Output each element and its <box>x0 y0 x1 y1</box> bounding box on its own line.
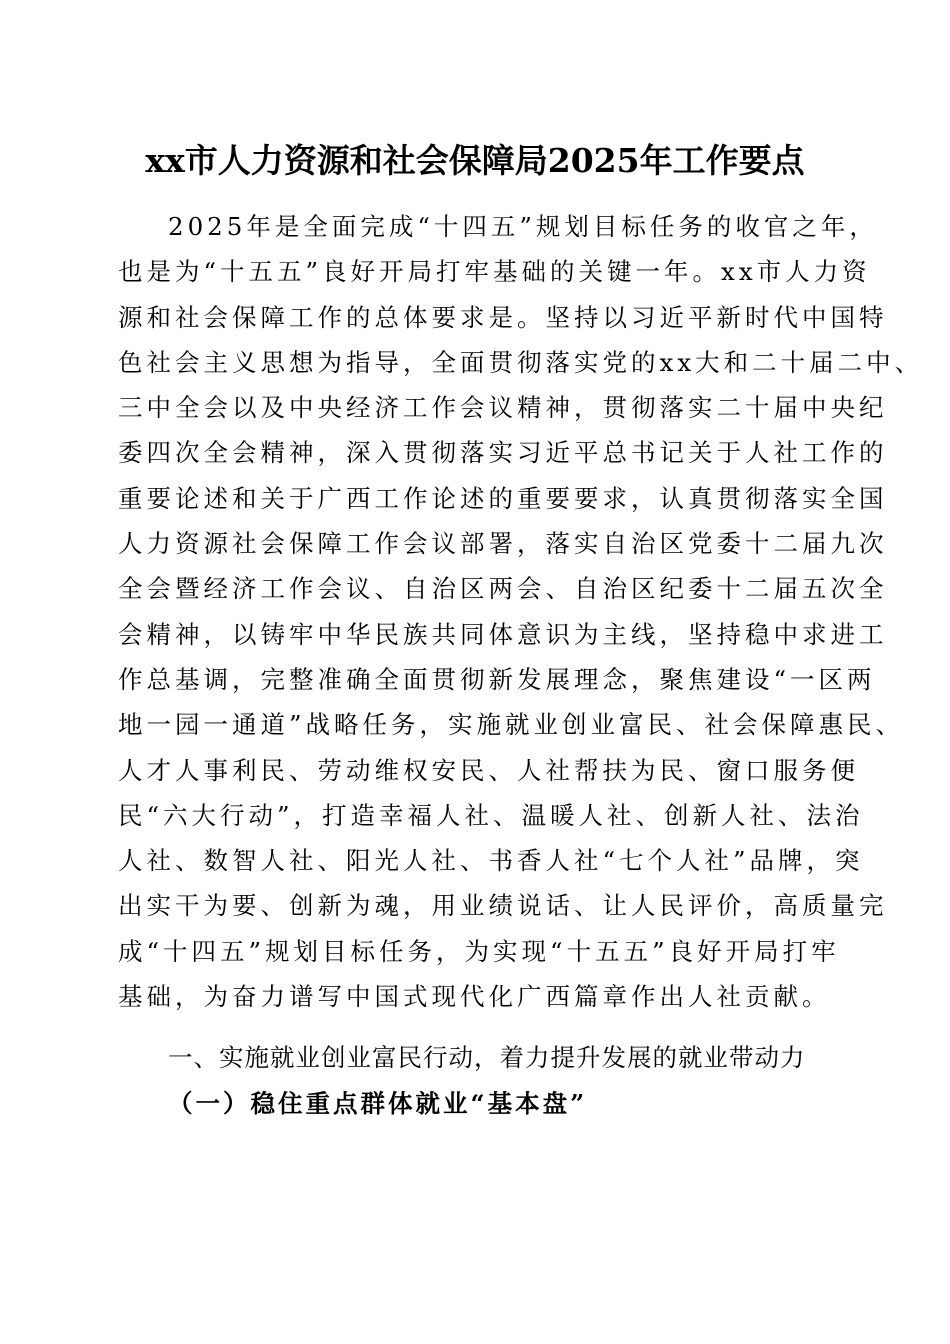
paragraph-line: 成“十四五”规划目标任务，为实现“十五五”良好开局打牢 <box>118 936 840 966</box>
paragraph-line: 出实干为要、创新为魂，用业绩说话、让人民评价，高质量完 <box>118 891 888 921</box>
paragraph-line: 全会暨经济工作会议、自治区两会、自治区纪委十二届五次全 <box>118 574 888 604</box>
paragraph-line: 2025年是全面完成“十四五”规划目标任务的收官之年， <box>168 212 878 241</box>
section-heading: 一、实施就业创业富民行动，着力提升发展的就业带动力 <box>168 1043 806 1072</box>
paragraph-line: 色社会主义思想为指导，全面贯彻落实党的xx大和二十届二中、 <box>118 347 924 377</box>
paragraph-line: 作总基调，完整准确全面贯彻新发展理念，聚焦建设“一区两 <box>118 664 876 694</box>
paragraph-line: 源和社会保障工作的总体要求是。坚持以习近平新时代中国特 <box>118 302 888 332</box>
intro-paragraph <box>118 204 924 1019</box>
paragraph-line: 委四次全会精神，深入贯彻落实习近平总书记关于人社工作的 <box>118 438 888 468</box>
paragraph-line: 人社、数智人社、阳光人社、书香人社“七个人社”品牌，突 <box>118 846 864 876</box>
paragraph-line: 民“六大行动”，打造幸福人社、温暖人社、创新人社、法治 <box>118 800 864 830</box>
paragraph-line: 三中全会以及中央经济工作会议精神，贯彻落实二十届中央纪 <box>118 393 888 423</box>
document-title: xx市人力资源和社会保障局2025年工作要点 <box>145 141 805 180</box>
paragraph-line: 重要论述和关于广西工作论述的重要要求，认真贯彻落实全国 <box>118 483 888 513</box>
paragraph-line: 基础，为奋力谱写中国式现代化广西篇章作出人社贡献。 <box>118 982 831 1012</box>
paragraph-line: 会精神，以铸牢中华民族共同体意识为主线，坚持稳中求进工 <box>118 619 888 649</box>
paragraph-line: 人力资源社会保障工作会议部署，落实自治区党委十二届九次 <box>118 529 888 559</box>
paragraph-line: 也是为“十五五”良好开局打牢基础的关键一年。xx市人力资 <box>118 257 871 287</box>
subsection-heading: （一）稳住重点群体就业“基本盘” <box>168 1089 588 1118</box>
paragraph-line: 人才人事利民、劳动维权安民、人社帮扶为民、窗口服务便 <box>118 755 859 785</box>
paragraph-line: 地一园一通道”战略任务，实施就业创业富民、社会保障惠民、 <box>118 710 905 740</box>
